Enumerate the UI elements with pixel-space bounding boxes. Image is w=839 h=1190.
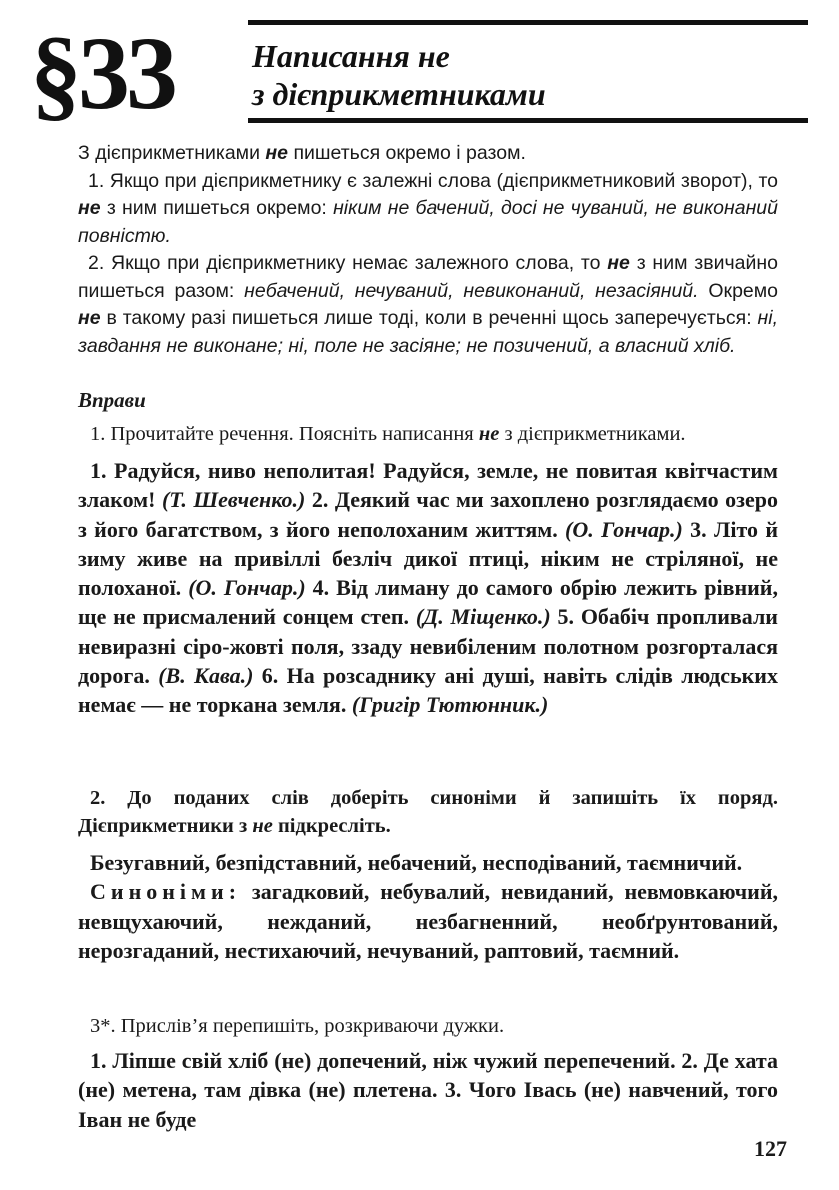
page-number: 127 bbox=[754, 1136, 787, 1161]
exercise-2-words: Безугавний, безпідставний, небачений, несподіваний, таємничий. bbox=[90, 850, 743, 875]
rule-intro: З дієприкметниками не пишеться окремо і разом. bbox=[78, 142, 526, 164]
section-number: §33 bbox=[30, 16, 174, 131]
exercise-1-text: 1. Радуйся, ниво неполитая! Радуйся, земле, не повитая квітчастим злаком! (Т. Шевченко.) 2. Деякий час ми захоплено розглядаємо озеро з його багатством, з його неполоханим життям. (О. Гончар.) 3. Літо й зиму живе на привіллі безліч дикої птиці, ніким не стріляної, не полоханої. (О. Гончар.) 4. Від лиману до самого обрію лежить рівний, ще не присмалений сонцем степ. (Д. Міщенко.) 5. Обабіч пропливали невиразні сіро-жовті поля, ззаду невибіленим полотном розгорталася дорога. (В. Кава.) 6. На розсаднику ані душі, навіть слідів людських немає — не торкана земля. (Григір Тютюнник.) bbox=[78, 458, 778, 718]
exercise-2 bbox=[78, 784, 778, 965]
rule-block bbox=[78, 140, 778, 360]
section-title-line2: з дієприкметниками bbox=[252, 76, 546, 112]
section-title-line1: Написання не bbox=[252, 38, 450, 74]
exercise-3-task: 3*. Прислів’я перепишіть, розкриваючи дужки. bbox=[90, 1015, 505, 1037]
title-rule-bottom bbox=[248, 118, 808, 123]
exercise-1 bbox=[78, 420, 778, 720]
exercise-1-task: 1. Прочитайте речення. Поясніть написання не з дієприкметниками. bbox=[90, 423, 686, 445]
exercise-2-task: 2. До поданих слів доберіть синоніми й запишіть їх поряд. Дієприкметники з не підкресліть. bbox=[78, 787, 778, 837]
title-rule-top bbox=[248, 20, 808, 25]
exercise-3 bbox=[78, 1012, 778, 1134]
rule-1: 1. Якщо при дієприкметнику є залежні слова (дієприкметниковий зворот), то не з ним пишеться окремо: ніким не бачений, досі не чуваний, не виконаний повністю. bbox=[78, 169, 778, 247]
rule-2: 2. Якщо при дієприкметнику немає залежного слова, то не з ним звичайно пишеться разом: небачений, нечуваний, невиконаний, незасіяний. Окремо не в такому разі пишеться лише тоді, коли в реченні щось заперечується: ні, завдання не виконане; ні, поле не засіяне; не позичений, а власний хліб. bbox=[78, 252, 779, 357]
section-header bbox=[30, 18, 820, 133]
exercise-3-text: 1. Лiпше свій хліб (не) допечений, ніж чужий перепечений. 2. Де хата (не) метена, там дівка (не) плетена. 3. Чого Івась (не) навчений, того Іван не буде bbox=[78, 1048, 778, 1132]
exercises-heading: Вправи bbox=[78, 388, 146, 412]
exercise-2-synonyms: Синоніми: загадковий, небувалий, невиданий, невмовкаючий, невщухаючий, нежданий, незбагненний, необґрунтований, нерозгаданий, нестихаючий, нечуваний, раптовий, таємний. bbox=[78, 879, 778, 963]
